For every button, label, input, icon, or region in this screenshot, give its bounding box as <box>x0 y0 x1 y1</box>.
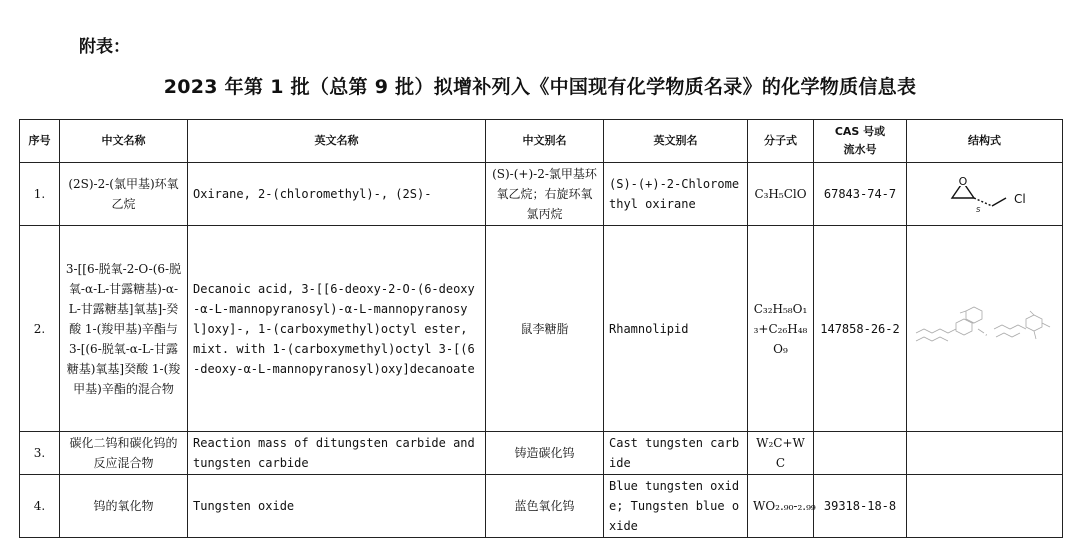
cell-en-alias: Cast tungsten carbide <box>604 432 748 475</box>
cell-seq: 3. <box>20 432 60 475</box>
col-header-en-name: 英文名称 <box>188 120 486 163</box>
col-header-cas <box>814 120 907 163</box>
cell-cn-alias: 蓝色氧化钨 <box>486 475 604 538</box>
svg-text:O: O <box>958 175 967 188</box>
table-row <box>20 475 1063 538</box>
cell-en-name: Decanoic acid, 3-[[6-deoxy-2-O-(6-deoxy-α-L-mannopyranosyl)-α-L-mannopyranosyl]oxy]-, 1-(carboxymethyl)octyl ester, mixt. with 1-(carboxymethyl)octyl 3-[(6-deoxy-α-L-mannopyranosyl)oxy]decanoate <box>188 226 486 432</box>
cell-structure <box>907 163 1063 226</box>
cell-structure <box>907 475 1063 538</box>
cell-en-name: Tungsten oxide <box>188 475 486 538</box>
cell-cn-name: 3-[[6-脱氧-2-O-(6-脱氧-α-L-甘露糖基)-α-L-甘露糖基]氧基]-癸酸 1-(羧甲基)辛酯与 3-[(6-脱氧-α-L-甘露糖基)氧基]癸酸 1-(羧甲基)辛酯的混合物 <box>60 226 188 432</box>
cell-structure <box>907 432 1063 475</box>
cell-cas: 39318-18-8 <box>814 475 907 538</box>
cell-cn-alias: 铸造碳化钨 <box>486 432 604 475</box>
col-header-cas-line1: CAS 号或 <box>834 125 886 138</box>
table-row <box>20 226 1063 432</box>
cell-formula: W₂C+WC <box>748 432 814 475</box>
cell-seq: 4. <box>20 475 60 538</box>
svg-text:,: , <box>985 327 988 337</box>
cell-cas: 147858-26-2 <box>814 226 907 432</box>
cell-structure <box>907 226 1063 432</box>
cell-cn-name: (2S)-2-(氯甲基)环氧乙烷 <box>60 163 188 226</box>
structure-stereo-label: S <box>975 206 980 214</box>
chemical-info-table <box>19 119 1063 538</box>
cell-en-alias: (S)-(+)-2-Chloromethyl oxirane <box>604 163 748 226</box>
cell-cn-alias: 鼠李糖脂 <box>486 226 604 432</box>
cell-cn-name: 碳化二钨和碳化钨的反应混合物 <box>60 432 188 475</box>
col-header-cn-name: 中文名称 <box>60 120 188 163</box>
cell-en-name: Reaction mass of ditungsten carbide and tungsten carbide <box>188 432 486 475</box>
rhamnolipid-structure-icon <box>912 299 1062 359</box>
appendix-label: 附表： <box>79 37 130 57</box>
cell-en-alias: Rhamnolipid <box>604 226 748 432</box>
cell-seq: 2. <box>20 226 60 432</box>
cell-cn-name: 钨的氧化物 <box>60 475 188 538</box>
table-row <box>20 163 1063 226</box>
cell-formula: C₃H₅ClO <box>748 163 814 226</box>
cell-cn-alias: (S)-(+)-2-氯甲基环氧乙烷；右旋环氧氯丙烷 <box>486 163 604 226</box>
structure-cl-label: Cl <box>1013 192 1026 206</box>
table-header-row <box>20 120 1063 163</box>
cell-cas <box>814 432 907 475</box>
cell-en-alias: Blue tungsten oxide; Tungsten blue oxide <box>604 475 748 538</box>
col-header-seq: 序号 <box>20 120 60 163</box>
cell-formula: WO₂.₉₀-₂.₉₉ <box>748 475 814 538</box>
table-row <box>20 432 1063 475</box>
cell-en-name: Oxirane, 2-(chloromethyl)-, (2S)- <box>188 163 486 226</box>
cell-formula: C₃₂H₅₈O₁₃+C₂₆H₄₈O₉ <box>748 226 814 432</box>
col-header-cn-alias: 中文别名 <box>486 120 604 163</box>
col-header-formula: 分子式 <box>748 120 814 163</box>
cell-cas: 67843-74-7 <box>814 163 907 226</box>
cell-seq: 1. <box>20 163 60 226</box>
col-header-en-alias: 英文别名 <box>604 120 748 163</box>
col-header-structure: 结构式 <box>907 120 1063 163</box>
col-header-cas-line2: 流水号 <box>843 143 877 156</box>
epichlorohydrin-structure-icon <box>930 172 1040 216</box>
page-title: 2023 年第 1 批（总第 9 批）拟增补列入《中国现有化学物质名录》的化学物质信息表 <box>163 76 917 98</box>
